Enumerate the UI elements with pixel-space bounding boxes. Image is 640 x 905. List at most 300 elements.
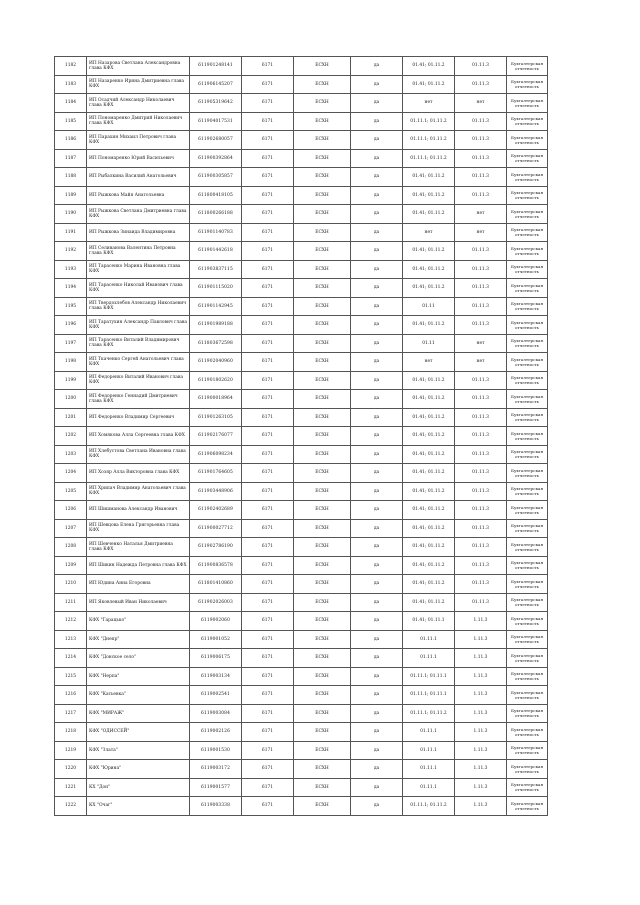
tax-regime-cell: ЕСХН [294, 649, 351, 668]
entity-name-cell: ИП Рыжкова Майя Анатольевна [87, 186, 190, 205]
tax-regime-cell: ЕСХН [294, 260, 351, 279]
entity-name-cell: КФХ "Нерпа" [87, 667, 190, 686]
inn-number-cell: 611800418105 [190, 186, 242, 205]
tax-regime-cell: ЕСХН [294, 519, 351, 538]
report-type-cell: Бухгалтерская отчетность [507, 797, 548, 816]
code-value-cell: 6171 [242, 667, 294, 686]
inn-number-cell: 611900305857 [190, 168, 242, 187]
table-row [55, 612, 548, 631]
entity-name-cell: ИП Селиванова Валентина Петровна глава КФХ [87, 242, 190, 261]
okved-codes-cell: 01.41; 01.11.2 [403, 57, 455, 76]
okved-secondary-cell: 01.11.3 [455, 131, 507, 150]
tax-regime-cell: ЕСХН [294, 501, 351, 520]
okved-codes-cell: 01.11 [403, 297, 455, 316]
table-row [55, 556, 548, 575]
tax-regime-cell: ЕСХН [294, 686, 351, 705]
row-number-cell: 1218 [55, 723, 87, 742]
row-number-cell: 1203 [55, 445, 87, 464]
okved-secondary-cell: 01.11.3 [455, 519, 507, 538]
table-row [55, 168, 548, 187]
entity-name-cell: ИП Тарасенко Марина Ивановна глава КФХ [87, 260, 190, 279]
flag-value-cell: да [351, 686, 403, 705]
flag-value-cell: да [351, 371, 403, 390]
row-number-cell: 1217 [55, 704, 87, 723]
okved-secondary-cell: нет [455, 223, 507, 242]
code-value-cell: 6171 [242, 612, 294, 631]
code-value-cell: 6171 [242, 260, 294, 279]
table-row [55, 353, 548, 372]
inn-number-cell: 6119003338 [190, 797, 242, 816]
okved-secondary-cell: 01.11.3 [455, 279, 507, 298]
report-type-cell: Бухгалтерская отчетность [507, 353, 548, 372]
inn-number-cell: 611906145207 [190, 75, 242, 94]
report-type-cell: Бухгалтерская отчетность [507, 149, 548, 168]
report-type-cell: Бухгалтерская отчетность [507, 334, 548, 353]
okved-codes-cell: 01.41; 01.11.2 [403, 445, 455, 464]
inn-number-cell: 611906098234 [190, 445, 242, 464]
row-number-cell: 1219 [55, 741, 87, 760]
table-row [55, 519, 548, 538]
report-type-cell: Бухгалтерская отчетность [507, 482, 548, 501]
okved-secondary-cell: 01.11.3 [455, 575, 507, 594]
row-number-cell: 1191 [55, 223, 87, 242]
entity-name-cell: ИП Тарасенко Виталий Владимирович глава КФХ [87, 334, 190, 353]
table-row [55, 649, 548, 668]
inn-number-cell: 6119001530 [190, 741, 242, 760]
report-type-cell: Бухгалтерская отчетность [507, 445, 548, 464]
row-number-cell: 1216 [55, 686, 87, 705]
inn-number-cell: 611902680057 [190, 131, 242, 150]
row-number-cell: 1211 [55, 593, 87, 612]
tax-regime-cell: ЕСХН [294, 778, 351, 797]
report-type-cell: Бухгалтерская отчетность [507, 519, 548, 538]
row-number-cell: 1221 [55, 778, 87, 797]
code-value-cell: 6171 [242, 630, 294, 649]
row-number-cell: 1220 [55, 760, 87, 779]
tax-regime-cell: ЕСХН [294, 353, 351, 372]
row-number-cell: 1185 [55, 112, 87, 131]
okved-secondary-cell: 1.11.3 [455, 649, 507, 668]
code-value-cell: 6171 [242, 112, 294, 131]
code-value-cell: 6171 [242, 575, 294, 594]
row-number-cell: 1214 [55, 649, 87, 668]
flag-value-cell: да [351, 316, 403, 335]
inn-number-cell: 6119003134 [190, 667, 242, 686]
report-type-cell: Бухгалтерская отчетность [507, 131, 548, 150]
code-value-cell: 6171 [242, 316, 294, 335]
entity-name-cell: ИП Парахин Михаил Петрович глава КФХ [87, 131, 190, 150]
report-type-cell: Бухгалтерская отчетность [507, 760, 548, 779]
okved-codes-cell: 01.41; 01.11.2 [403, 408, 455, 427]
row-number-cell: 1194 [55, 279, 87, 298]
inn-number-cell: 611901115020 [190, 279, 242, 298]
entity-name-cell: ИП Хозяр Алла Викторовна глава КФХ [87, 464, 190, 483]
inn-number-cell: 611901142945 [190, 297, 242, 316]
flag-value-cell: да [351, 778, 403, 797]
okved-secondary-cell: 01.11.3 [455, 297, 507, 316]
entity-name-cell: КФХ "ОДИССЕЙ" [87, 723, 190, 742]
code-value-cell: 6171 [242, 168, 294, 187]
code-value-cell: 6171 [242, 75, 294, 94]
tax-regime-cell: ЕСХН [294, 334, 351, 353]
okved-codes-cell: 01.11.1 [403, 723, 455, 742]
okved-secondary-cell: нет [455, 334, 507, 353]
okved-codes-cell: 01.41; 01.11.2 [403, 186, 455, 205]
flag-value-cell: да [351, 131, 403, 150]
code-value-cell: 6171 [242, 760, 294, 779]
row-number-cell: 1195 [55, 297, 87, 316]
entity-name-cell: КХ "Очаг" [87, 797, 190, 816]
row-number-cell: 1201 [55, 408, 87, 427]
code-value-cell: 6171 [242, 723, 294, 742]
table-row [55, 242, 548, 261]
table-row [55, 371, 548, 390]
report-type-cell: Бухгалтерская отчетность [507, 75, 548, 94]
inn-number-cell: 6119001577 [190, 778, 242, 797]
flag-value-cell: да [351, 223, 403, 242]
table-row [55, 112, 548, 131]
row-number-cell: 1192 [55, 242, 87, 261]
code-value-cell: 6171 [242, 797, 294, 816]
row-number-cell: 1184 [55, 94, 87, 113]
report-type-cell: Бухгалтерская отчетность [507, 630, 548, 649]
flag-value-cell: да [351, 260, 403, 279]
code-value-cell: 6171 [242, 408, 294, 427]
flag-value-cell: да [351, 297, 403, 316]
tax-regime-cell: ЕСХН [294, 75, 351, 94]
row-number-cell: 1222 [55, 797, 87, 816]
report-type-cell: Бухгалтерская отчетность [507, 538, 548, 557]
flag-value-cell: да [351, 390, 403, 409]
flag-value-cell: да [351, 205, 403, 224]
flag-value-cell: да [351, 612, 403, 631]
entity-name-cell: ИП Хлебустова Светлана Ивановна глава КФХ [87, 445, 190, 464]
okved-codes-cell: 01.41; 01.11.2 [403, 593, 455, 612]
flag-value-cell: да [351, 538, 403, 557]
entity-name-cell: КФХ "Донское село" [87, 649, 190, 668]
code-value-cell: 6171 [242, 427, 294, 446]
okved-codes-cell: 01.41; 01.11.2 [403, 575, 455, 594]
code-value-cell: 6171 [242, 57, 294, 76]
report-type-cell: Бухгалтерская отчетность [507, 279, 548, 298]
tax-regime-cell: ЕСХН [294, 408, 351, 427]
table-row [55, 94, 548, 113]
inn-number-cell: 611901263105 [190, 408, 242, 427]
report-type-cell: Бухгалтерская отчетность [507, 427, 548, 446]
report-type-cell: Бухгалтерская отчетность [507, 94, 548, 113]
entity-name-cell: ИП Шикин Надежда Петровна глава КФХ [87, 556, 190, 575]
okved-secondary-cell: 01.11.3 [455, 149, 507, 168]
code-value-cell: 6171 [242, 279, 294, 298]
row-number-cell: 1209 [55, 556, 87, 575]
flag-value-cell: да [351, 353, 403, 372]
inn-number-cell: 6119002060 [190, 612, 242, 631]
tax-regime-cell: ЕСХН [294, 445, 351, 464]
report-type-cell: Бухгалтерская отчетность [507, 205, 548, 224]
okved-secondary-cell: нет [455, 205, 507, 224]
okved-secondary-cell: 01.11.3 [455, 260, 507, 279]
entity-name-cell: ИП Ткаченко Сергей Анатольевич глава КФХ [87, 353, 190, 372]
okved-secondary-cell: 01.11.3 [455, 186, 507, 205]
okved-secondary-cell: 1.11.3 [455, 704, 507, 723]
inn-number-cell: 611902040960 [190, 353, 242, 372]
okved-secondary-cell: 01.11.3 [455, 57, 507, 76]
code-value-cell: 6171 [242, 538, 294, 557]
flag-value-cell: да [351, 75, 403, 94]
okved-secondary-cell: 01.11.3 [455, 445, 507, 464]
inn-number-cell: 611903448906 [190, 482, 242, 501]
row-number-cell: 1189 [55, 186, 87, 205]
inn-number-cell: 611905319642 [190, 94, 242, 113]
inn-number-cell: 6119003084 [190, 704, 242, 723]
okved-secondary-cell: 01.11.3 [455, 427, 507, 446]
row-number-cell: 1193 [55, 260, 87, 279]
okved-codes-cell: нет [403, 353, 455, 372]
report-type-cell: Бухгалтерская отчетность [507, 112, 548, 131]
row-number-cell: 1205 [55, 482, 87, 501]
inn-number-cell: 6119002126 [190, 723, 242, 742]
table-row [55, 260, 548, 279]
okved-secondary-cell: 01.11.3 [455, 316, 507, 335]
okved-codes-cell: 01.41; 01.11.2 [403, 556, 455, 575]
code-value-cell: 6171 [242, 242, 294, 261]
okved-secondary-cell: 01.11.3 [455, 501, 507, 520]
flag-value-cell: да [351, 168, 403, 187]
okved-codes-cell: 01.11.1; 01.11.2 [403, 704, 455, 723]
tax-regime-cell: ЕСХН [294, 242, 351, 261]
okved-codes-cell: 01.41; 01.11.2 [403, 501, 455, 520]
tax-regime-cell: ЕСХН [294, 612, 351, 631]
table-row [55, 149, 548, 168]
entity-name-cell: КФХ "Катьевка" [87, 686, 190, 705]
tax-regime-cell: ЕСХН [294, 186, 351, 205]
tax-regime-cell: ЕСХН [294, 556, 351, 575]
table-row [55, 445, 548, 464]
report-type-cell: Бухгалтерская отчетность [507, 723, 548, 742]
flag-value-cell: да [351, 334, 403, 353]
entity-name-cell: ИП Яковлевый Иван Николаевич [87, 593, 190, 612]
code-value-cell: 6171 [242, 501, 294, 520]
report-type-cell: Бухгалтерская отчетность [507, 649, 548, 668]
report-type-cell: Бухгалтерская отчетность [507, 260, 548, 279]
tax-regime-cell: ЕСХН [294, 371, 351, 390]
code-value-cell: 6171 [242, 94, 294, 113]
entity-name-cell: ИП Федоренко Владимир Сергеевич [87, 408, 190, 427]
tax-regime-cell: ЕСХН [294, 112, 351, 131]
report-type-cell: Бухгалтерская отчетность [507, 704, 548, 723]
code-value-cell: 6171 [242, 223, 294, 242]
tax-regime-cell: ЕСХН [294, 57, 351, 76]
row-number-cell: 1196 [55, 316, 87, 335]
report-type-cell: Бухгалтерская отчетность [507, 556, 548, 575]
code-value-cell: 6171 [242, 149, 294, 168]
tax-regime-cell: ЕСХН [294, 723, 351, 742]
okved-secondary-cell: 1.11.3 [455, 723, 507, 742]
okved-codes-cell: 01.41; 01.11.2 [403, 260, 455, 279]
inn-number-cell: 611902786190 [190, 538, 242, 557]
report-type-cell: Бухгалтерская отчетность [507, 242, 548, 261]
inn-number-cell: 611801410860 [190, 575, 242, 594]
flag-value-cell: да [351, 408, 403, 427]
row-number-cell: 1215 [55, 667, 87, 686]
tax-regime-cell: ЕСХН [294, 223, 351, 242]
flag-value-cell: да [351, 741, 403, 760]
row-number-cell: 1183 [55, 75, 87, 94]
flag-value-cell: да [351, 482, 403, 501]
table-row [55, 464, 548, 483]
tax-regime-cell: ЕСХН [294, 149, 351, 168]
okved-codes-cell: 01.11 [403, 334, 455, 353]
okved-codes-cell: 01.41; 01.11.2 [403, 538, 455, 557]
code-value-cell: 6171 [242, 464, 294, 483]
okved-codes-cell: 01.41; 01.11.1 [403, 612, 455, 631]
report-type-cell: Бухгалтерская отчетность [507, 464, 548, 483]
entity-name-cell: ИП Тарасенко Николай Иванович глава КФХ [87, 279, 190, 298]
flag-value-cell: да [351, 279, 403, 298]
code-value-cell: 6171 [242, 297, 294, 316]
table-row [55, 741, 548, 760]
row-number-cell: 1206 [55, 501, 87, 520]
flag-value-cell: да [351, 501, 403, 520]
flag-value-cell: да [351, 760, 403, 779]
okved-codes-cell: 01.41; 01.11.2 [403, 279, 455, 298]
code-value-cell: 6171 [242, 131, 294, 150]
report-type-cell: Бухгалтерская отчетность [507, 408, 548, 427]
row-number-cell: 1187 [55, 149, 87, 168]
entity-name-cell: ИП Рыжкова Светлана Дмитриевна глава КФХ [87, 205, 190, 224]
okved-codes-cell: 01.41; 01.11.2 [403, 242, 455, 261]
code-value-cell: 6171 [242, 593, 294, 612]
table-row [55, 593, 548, 612]
okved-codes-cell: 01.41; 01.11.2 [403, 371, 455, 390]
inn-number-cell: 6119002541 [190, 686, 242, 705]
okved-codes-cell: 01.41; 01.11.2 [403, 168, 455, 187]
flag-value-cell: да [351, 112, 403, 131]
report-type-cell: Бухгалтерская отчетность [507, 168, 548, 187]
table-row [55, 538, 548, 557]
flag-value-cell: да [351, 575, 403, 594]
table-row [55, 760, 548, 779]
report-type-cell: Бухгалтерская отчетность [507, 316, 548, 335]
table-row [55, 279, 548, 298]
inn-number-cell: 611800266188 [190, 205, 242, 224]
inn-number-cell: 611903837115 [190, 260, 242, 279]
tax-regime-cell: ЕСХН [294, 760, 351, 779]
flag-value-cell: да [351, 667, 403, 686]
inn-number-cell: 611902402689 [190, 501, 242, 520]
code-value-cell: 6171 [242, 390, 294, 409]
okved-secondary-cell: 1.11.3 [455, 797, 507, 816]
table-body [55, 57, 548, 816]
table-row [55, 316, 548, 335]
table-row [55, 723, 548, 742]
okved-codes-cell: 01.11.1 [403, 778, 455, 797]
code-value-cell: 6171 [242, 686, 294, 705]
entity-name-cell: КФХ "Злата" [87, 741, 190, 760]
okved-secondary-cell: 01.11.3 [455, 464, 507, 483]
report-type-cell: Бухгалтерская отчетность [507, 390, 548, 409]
flag-value-cell: да [351, 186, 403, 205]
report-type-cell: Бухгалтерская отчетность [507, 223, 548, 242]
entity-name-cell: ИП Шевченко Наталья Дмитриевна глава КФХ [87, 538, 190, 557]
inn-number-cell: 611902026003 [190, 593, 242, 612]
okved-secondary-cell: 01.11.3 [455, 593, 507, 612]
tax-regime-cell: ЕСХН [294, 94, 351, 113]
flag-value-cell: да [351, 464, 403, 483]
table-row [55, 57, 548, 76]
code-value-cell: 6171 [242, 741, 294, 760]
table-row [55, 390, 548, 409]
report-type-cell: Бухгалтерская отчетность [507, 575, 548, 594]
okved-codes-cell: 01.11.1 [403, 630, 455, 649]
row-number-cell: 1182 [55, 57, 87, 76]
okved-codes-cell: 01.41; 01.11.2 [403, 390, 455, 409]
row-number-cell: 1199 [55, 371, 87, 390]
table-row [55, 778, 548, 797]
okved-codes-cell: 01.41; 01.11.2 [403, 205, 455, 224]
okved-codes-cell: 01.41; 01.11.2 [403, 519, 455, 538]
table-row [55, 186, 548, 205]
tax-regime-cell: ЕСХН [294, 427, 351, 446]
okved-secondary-cell: 01.11.3 [455, 390, 507, 409]
okved-secondary-cell: 01.11.3 [455, 75, 507, 94]
flag-value-cell: да [351, 94, 403, 113]
table-row [55, 575, 548, 594]
okved-secondary-cell: 01.11.3 [455, 371, 507, 390]
okved-secondary-cell: 1.11.3 [455, 686, 507, 705]
inn-number-cell: 611901140783 [190, 223, 242, 242]
entity-name-cell: ИП Твердохлебов Александр Николаевич глава КФХ [87, 297, 190, 316]
table-row [55, 408, 548, 427]
okved-secondary-cell: 01.11.3 [455, 408, 507, 427]
okved-secondary-cell: 01.11.3 [455, 242, 507, 261]
flag-value-cell: да [351, 723, 403, 742]
okved-secondary-cell: нет [455, 353, 507, 372]
report-type-cell: Бухгалтерская отчетность [507, 371, 548, 390]
entity-name-cell: ИП Шишманова Александр Иванович [87, 501, 190, 520]
flag-value-cell: да [351, 630, 403, 649]
table-row [55, 223, 548, 242]
flag-value-cell: да [351, 649, 403, 668]
inn-number-cell: 611902176077 [190, 427, 242, 446]
okved-codes-cell: 01.11.1; 01.11.2 [403, 149, 455, 168]
okved-secondary-cell: 1.11.3 [455, 630, 507, 649]
inn-number-cell: 611904017531 [190, 112, 242, 131]
inn-number-cell: 6119006175 [190, 649, 242, 668]
table-row [55, 205, 548, 224]
table-row [55, 482, 548, 501]
report-type-cell: Бухгалтерская отчетность [507, 667, 548, 686]
tax-regime-cell: ЕСХН [294, 630, 351, 649]
inn-number-cell: 611900018964 [190, 390, 242, 409]
tax-regime-cell: ЕСХН [294, 279, 351, 298]
entity-name-cell: ИП Хрипач Владимир Анатольевич глава КФХ [87, 482, 190, 501]
okved-codes-cell: 01.41; 01.11.2 [403, 427, 455, 446]
inn-number-cell: 611901989188 [190, 316, 242, 335]
tax-regime-cell: ЕСХН [294, 205, 351, 224]
flag-value-cell: да [351, 445, 403, 464]
code-value-cell: 6171 [242, 649, 294, 668]
tax-regime-cell: ЕСХН [294, 538, 351, 557]
okved-codes-cell: 01.41; 01.11.2 [403, 316, 455, 335]
flag-value-cell: да [351, 593, 403, 612]
okved-secondary-cell: 1.11.3 [455, 778, 507, 797]
okved-secondary-cell: 1.11.3 [455, 612, 507, 631]
code-value-cell: 6171 [242, 334, 294, 353]
tax-regime-cell: ЕСХН [294, 168, 351, 187]
okved-codes-cell: 01.41; 01.11.2 [403, 75, 455, 94]
code-value-cell: 6171 [242, 186, 294, 205]
